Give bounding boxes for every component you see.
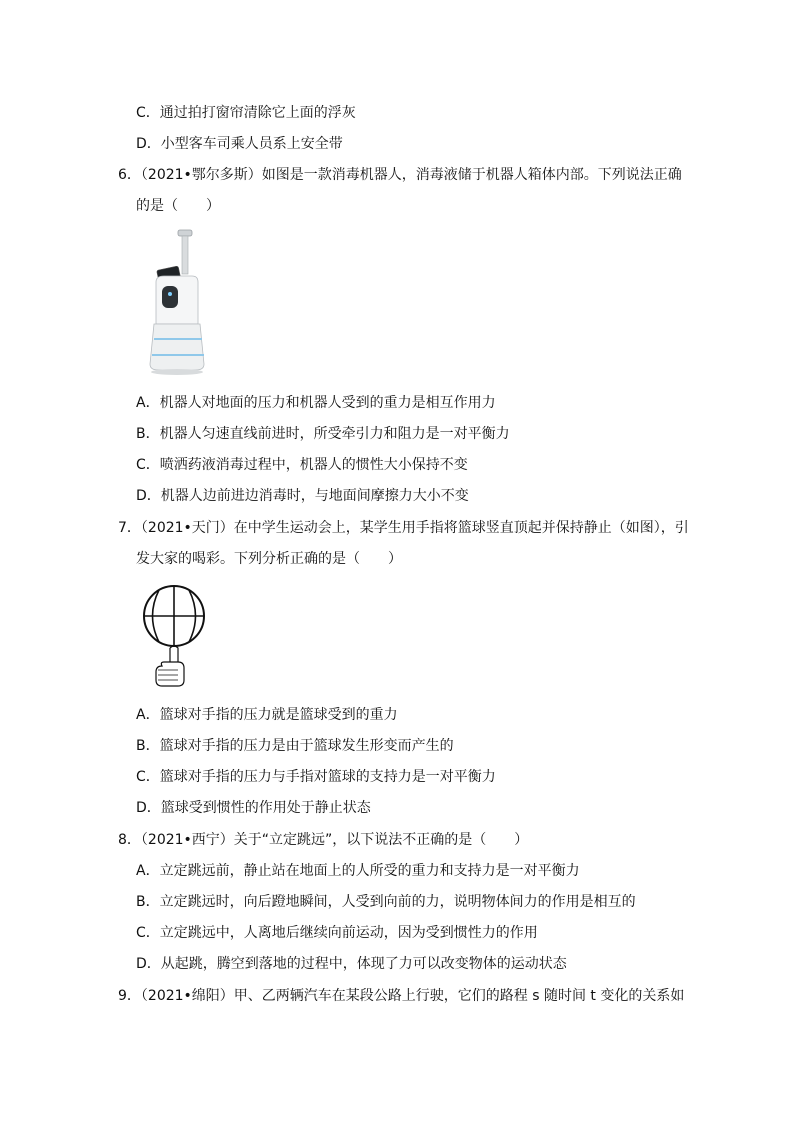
question-6-stem-cont: 的是（ ） bbox=[136, 198, 220, 214]
option-c: C．喷洒药液消毒过程中，机器人的惯性大小保持不变 bbox=[136, 457, 468, 473]
question-7-stem-cont: 发大家的喝彩。下列分析正确的是（ ） bbox=[136, 551, 402, 567]
option-c: C．通过拍打窗帘清除它上面的浮灰 bbox=[136, 105, 356, 121]
option-a: A．篮球对手指的压力就是篮球受到的重力 bbox=[136, 707, 398, 723]
question-8-stem: 8．（2021•西宁）关于“立定跳远”，以下说法不正确的是（ ） bbox=[118, 832, 529, 848]
question-6-stem: 6．（2021•鄂尔多斯）如图是一款消毒机器人，消毒液储于机器人箱体内部。下列说法正确 bbox=[118, 167, 682, 183]
option-d: D．机器人边前进边消毒时，与地面间摩擦力大小不变 bbox=[136, 488, 469, 504]
disinfection-robot-icon bbox=[148, 226, 208, 378]
option-d: D．从起跳，腾空到落地的过程中，体现了力可以改变物体的运动状态 bbox=[136, 956, 567, 972]
option-b: B．篮球对手指的压力是由于篮球发生形变而产生的 bbox=[136, 738, 454, 754]
option-a: A．立定跳远前，静止站在地面上的人所受的重力和支持力是一对平衡力 bbox=[136, 863, 580, 879]
question-7-stem: 7．（2021•天门）在中学生运动会上，某学生用手指将篮球竖直顶起并保持静止（如图），引 bbox=[118, 520, 689, 536]
option-b: B．立定跳远时，向后蹬地瞬间，人受到向前的力，说明物体间力的作用是相互的 bbox=[136, 894, 636, 910]
option-c: C．立定跳远中，人离地后继续向前运动，因为受到惯性力的作用 bbox=[136, 925, 538, 941]
question-9-stem: 9．（2021•绵阳）甲、乙两辆汽车在某段公路上行驶，它们的路程 s 随时间 t 变化的关系如 bbox=[118, 988, 685, 1004]
option-c: C．篮球对手指的压力与手指对篮球的支持力是一对平衡力 bbox=[136, 769, 496, 785]
basketball-finger-icon bbox=[138, 582, 210, 690]
option-b: B．机器人匀速直线前进时，所受牵引力和阻力是一对平衡力 bbox=[136, 426, 510, 442]
option-a: A．机器人对地面的压力和机器人受到的重力是相互作用力 bbox=[136, 395, 496, 411]
option-d: D．小型客车司乘人员系上安全带 bbox=[136, 136, 343, 152]
option-d: D．篮球受到惯性的作用处于静止状态 bbox=[136, 800, 371, 816]
